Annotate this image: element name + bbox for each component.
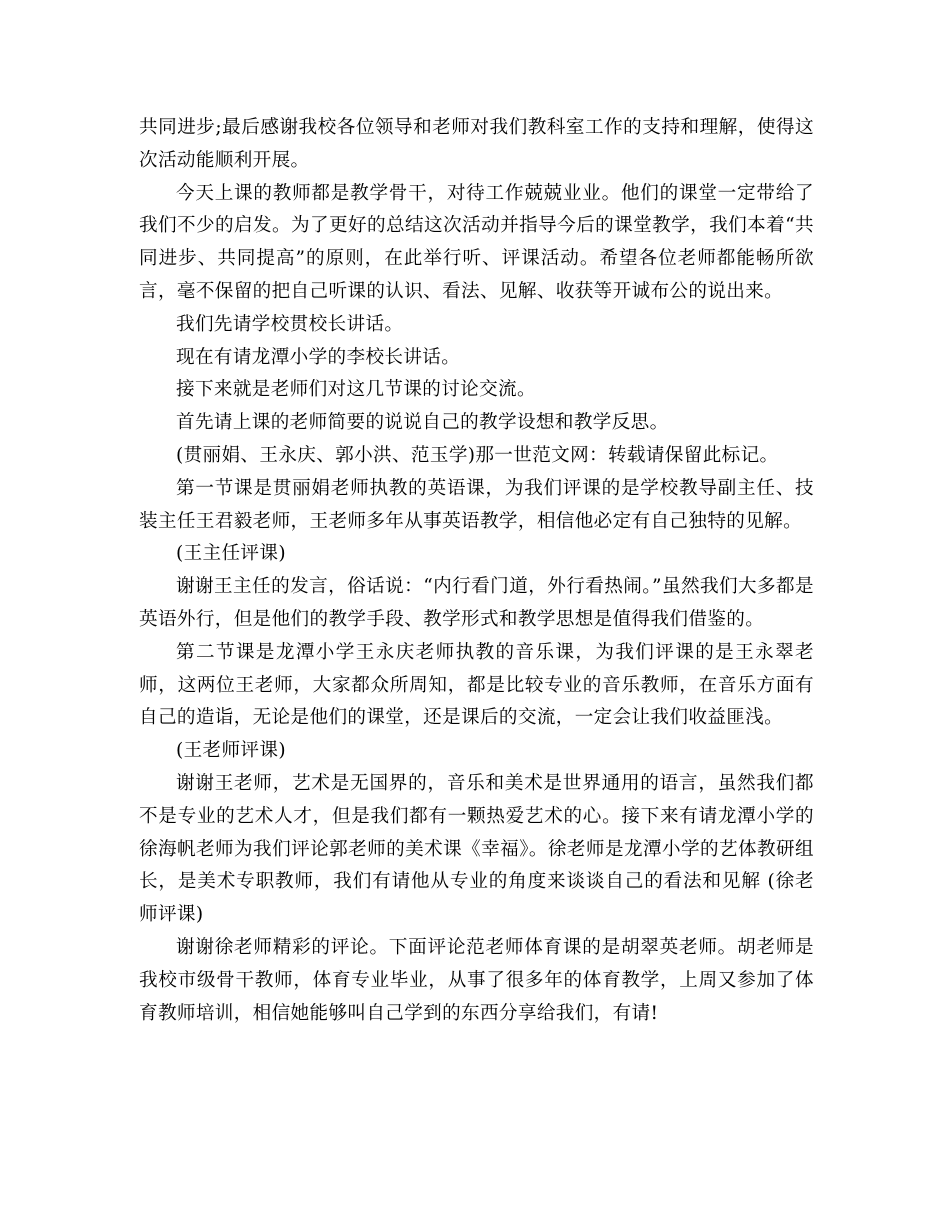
paragraph-1: 共同进步;最后感谢我校各位领导和老师对我们教科室工作的支持和理解，使得这次活动能顺利开展。 (139, 117, 814, 171)
paragraph-13: 谢谢王老师，艺术是无国界的，音乐和美术是世界通用的语言，虽然我们都不是专业的艺术人才，但是我们都有一颗热爱艺术的心。接下来有请龙潭小学的徐海帆老师为我们评论郭老师的美术课《幸福》。徐老师是龙潭小学的艺体教研组长，是美术专职教师，我们有请他从专业的角度来谈谈自己的看法和见解 (徐老师评课) (139, 772, 814, 926)
paragraph-8: 第一节课是贯丽娟老师执教的英语课，为我们评课的是学校教导副主任、技装主任王君毅老师，王老师多年从事英语教学，相信他必定有自己独特的见解。 (139, 477, 814, 532)
paragraph-10: 谢谢王主任的发言，俗话说：“内行看门道，外行看热闹。”虽然我们大多都是英语外行，但是他们的教学手段、教学形式和教学思想是值得我们借鉴的。 (139, 576, 814, 630)
paragraph-4: 现在有请龙潭小学的李校长讲话。 (176, 346, 461, 368)
paragraph-2: 今天上课的教师都是教学骨干，对待工作兢兢业业。他们的课堂一定带给了我们不少的启发。为了更好的总结这次活动并指导今后的课堂教学，我们本着“共同进步、共同提高”的原则，在此举行听、评课活动。希望各位老师都能畅所欲言，毫不保留的把自己听课的认识、看法、见解、收获等开诚布公的说出来。 (139, 182, 814, 302)
paragraph-6: 首先请上课的老师简要的说说自己的教学设想和教学反思。 (176, 412, 669, 434)
paragraph-11: 第二节课是龙潭小学王永庆老师执教的音乐课，为我们评课的是王永翠老师，这两位王老师，大家都众所周知，都是比较专业的音乐教师，在音乐方面有自己的造诣，无论是他们的课堂，还是课后的交流，一定会让我们收益匪浅。 (139, 641, 814, 729)
paragraph-14: 谢谢徐老师精彩的评论。下面评论范老师体育课的是胡翠英老师。胡老师是我校市级骨干教师，体育专业毕业，从事了很多年的体育教学，上周又参加了体育教师培训，相信她能够叫自己学到的东西分享给我们，有请! (139, 936, 814, 1024)
paragraph-5: 接下来就是老师们对这几节课的讨论交流。 (176, 379, 536, 401)
paragraph-3: 我们先请学校贯校长讲话。 (176, 313, 404, 335)
paragraph-12: (王老师评课) (176, 740, 286, 762)
paragraph-7: (贯丽娟、王永庆、郭小洪、范玉学)那一世范文网：转载请保留此标记。 (176, 444, 779, 466)
paragraph-9: (王主任评课) (176, 543, 286, 565)
document-body (139, 112, 814, 1030)
